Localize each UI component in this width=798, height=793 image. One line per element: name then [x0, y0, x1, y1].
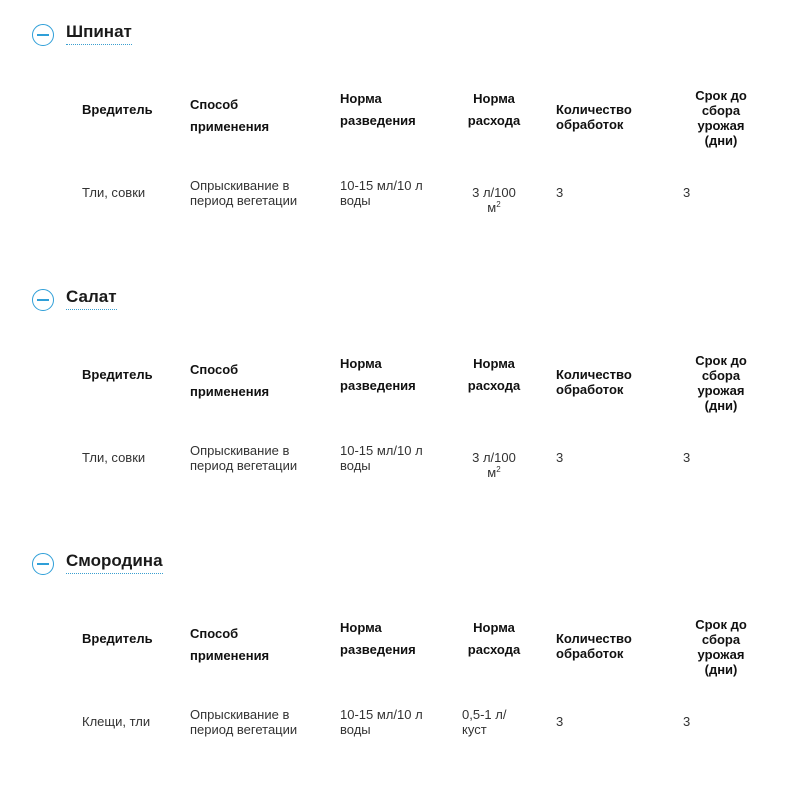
minus-circle-icon[interactable]	[32, 24, 54, 46]
cell-dilution: 10-15 мл/10 л воды	[340, 443, 423, 473]
header-consumption: Норма расхода	[467, 356, 521, 393]
cell-method: Опрыскивание в период вегетации	[190, 707, 298, 737]
cell-method: Опрыскивание в период вегетации	[190, 178, 298, 208]
cell-method: Опрыскивание в период вегетации	[190, 443, 298, 473]
cell-consumption: 3 л/100 $м^2$	[472, 450, 516, 480]
section-title[interactable]: Смородина	[66, 550, 163, 574]
header-method: Способ применения	[190, 362, 270, 399]
crop-section	[0, 529, 798, 793]
header-method: Способ применения	[190, 97, 270, 134]
header-count: Количество обработок	[556, 102, 632, 132]
header-count: Количество обработок	[556, 631, 632, 661]
header-dilution: Норма разведения	[340, 356, 416, 393]
header-consumption: Норма расхода	[467, 91, 521, 128]
cell-count: 3	[556, 714, 564, 729]
section-title[interactable]: Шпинат	[66, 21, 132, 45]
cell-count: 3	[556, 450, 564, 465]
crop-section	[0, 0, 798, 264]
minus-circle-icon[interactable]	[32, 553, 54, 575]
cell-pest: Клещи, тли	[82, 714, 151, 729]
header-pest: Вредитель	[82, 102, 153, 117]
cell-pest: Тли, совки	[82, 450, 146, 465]
header-consumption: Норма расхода	[467, 620, 521, 657]
cell-dilution: 10-15 мл/10 л воды	[340, 178, 423, 208]
section-title[interactable]: Салат	[66, 286, 117, 310]
header-count: Количество обработок	[556, 367, 632, 397]
header-method: Способ применения	[190, 626, 270, 663]
header-days: Срок до сбора урожая (дни)	[695, 88, 747, 148]
header-dilution: Норма разведения	[340, 620, 416, 657]
cell-days: 3	[683, 714, 691, 729]
cell-pest: Тли, совки	[82, 185, 146, 200]
cell-dilution: 10-15 мл/10 л воды	[340, 707, 423, 737]
cell-days: 3	[683, 450, 691, 465]
header-days: Срок до сбора урожая (дни)	[695, 617, 747, 677]
minus-circle-icon[interactable]	[32, 289, 54, 311]
cell-days: 3	[683, 185, 691, 200]
header-dilution: Норма разведения	[340, 91, 416, 128]
header-days: Срок до сбора урожая (дни)	[695, 353, 747, 413]
cell-count: 3	[556, 185, 564, 200]
crop-section	[0, 265, 798, 529]
cell-consumption: 3 л/100 $м^2$	[472, 185, 516, 215]
header-pest: Вредитель	[82, 631, 153, 646]
cell-consumption: 0,5-1 л/ куст	[462, 707, 507, 737]
header-pest: Вредитель	[82, 367, 153, 382]
